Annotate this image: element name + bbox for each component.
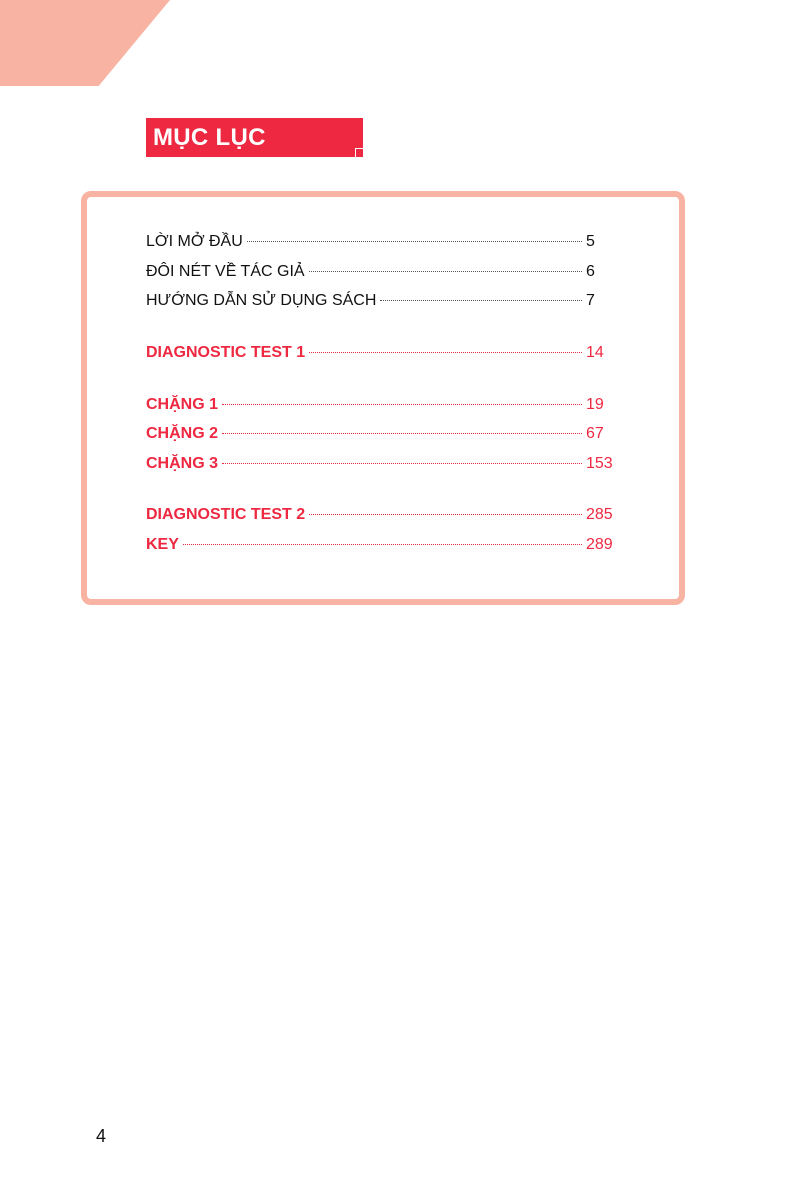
toc-entry-label: CHẶNG 1	[146, 396, 219, 413]
toc-entry-label: DIAGNOSTIC TEST 1	[146, 344, 306, 361]
toc-entry-chang-2[interactable]	[146, 423, 616, 445]
toc-entry-label: HƯỚNG DẪN SỬ DỤNG SÁCH	[146, 292, 377, 309]
toc-entry-page: 285	[586, 506, 613, 523]
toc-entry-chang-1[interactable]	[146, 394, 616, 416]
toc-dot-leader	[222, 433, 582, 434]
toc-entry-page: 14	[586, 344, 604, 361]
toc-entry-key[interactable]	[146, 534, 616, 556]
toc-dot-leader	[380, 300, 582, 301]
toc-entry-page: 6	[586, 263, 595, 280]
toc-entry-page: 67	[586, 425, 604, 442]
toc-dot-leader	[183, 544, 582, 545]
toc-entry-page: 5	[586, 233, 595, 250]
toc-entry-label: DIAGNOSTIC TEST 2	[146, 506, 306, 523]
toc-entry-page: 7	[586, 292, 595, 309]
page-number: 4	[96, 1126, 107, 1146]
toc-dot-leader	[309, 352, 582, 353]
page-title: MỤC LỤC	[153, 124, 266, 151]
toc-dot-leader	[222, 463, 582, 464]
toc-dot-leader	[247, 241, 582, 242]
title-banner	[146, 118, 363, 157]
toc-entry-huong-dan-su-dung-sach[interactable]	[146, 290, 616, 312]
toc-entry-label: KEY	[146, 536, 179, 553]
toc-entry-diagnostic-test-1[interactable]	[146, 342, 616, 364]
toc-entry-page: 289	[586, 536, 613, 553]
toc-entry-page: 19	[586, 396, 604, 413]
toc-entry-doi-net-ve-tac-gia[interactable]	[146, 261, 616, 283]
toc-entry-label: ĐÔI NÉT VỀ TÁC GIẢ	[146, 263, 305, 280]
toc-dot-leader	[309, 271, 582, 272]
toc-entry-page: 153	[586, 455, 613, 472]
toc-entry-diagnostic-test-2[interactable]	[146, 504, 616, 526]
corner-decoration	[0, 0, 170, 86]
toc-entry-label: LỜI MỞ ĐẦU	[146, 233, 243, 250]
toc-dot-leader	[309, 514, 582, 515]
toc-entry-label: CHẶNG 2	[146, 425, 219, 442]
toc-dot-leader	[222, 404, 582, 405]
toc-entry-chang-3[interactable]	[146, 453, 616, 475]
toc-entry-label: CHẶNG 3	[146, 455, 219, 472]
banner-fold-decoration	[355, 148, 363, 157]
toc-entry-loi-mo-dau[interactable]	[146, 231, 616, 253]
